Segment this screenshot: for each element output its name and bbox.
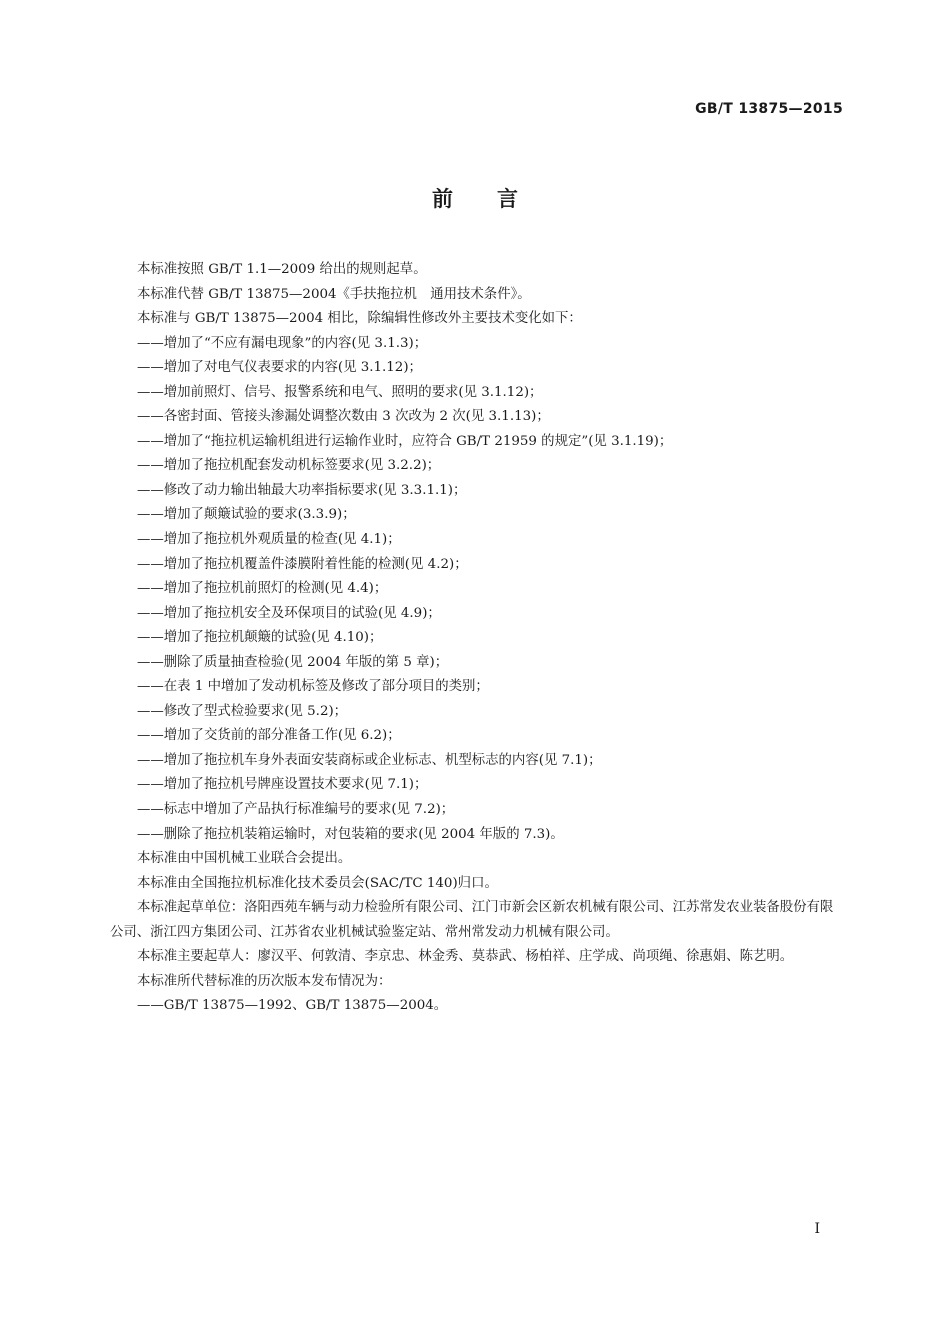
standard-code: GB/T 13875—2015 [695, 101, 843, 117]
change-item: ——标志中增加了产品执行标准编号的要求(见 7.2)； [137, 802, 455, 818]
change-item: ——增加了“拖拉机运输机组进行运输作业时，应符合 GB/T 21959 的规定”(见 3.1.19)； [137, 433, 673, 449]
drafters-paragraph: 本标准主要起草人：廖汉平、何敦清、李京忠、林金秀、莫恭武、杨柏祥、庄学成、尚项绳、徐惠娟、陈艺明。 [137, 949, 794, 965]
change-item: ——增加了拖拉机配套发动机标签要求(见 3.2.2)； [137, 458, 441, 474]
history-item: ——GB/T 13875—1992、GB/T 13875—2004。 [137, 998, 448, 1014]
page-number: I [814, 1221, 820, 1237]
intro-paragraph: 本标准按照 GB/T 1.1—2009 给出的规则起草。 [137, 262, 427, 277]
drafting-units-paragraph: 本标准起草单位：洛阳西苑车辆与动力检验所有限公司、江门市新会区新农机械有限公司、江苏常发农业装备股份有限公司、浙江四方集团公司、江苏省农业机械试验鉴定站、常州常发动力机械有限公司。 [110, 900, 834, 940]
change-item: ——增加了拖拉机覆盖件漆膜附着性能的检测(见 4.2)； [137, 556, 468, 572]
closing-paragraph: 本标准由中国机械工业联合会提出。 [137, 851, 352, 867]
change-item: ——增加了交货前的部分准备工作(见 6.2)； [137, 728, 401, 744]
change-item: ——增加了拖拉机车身外表面安装商标或企业标志、机型标志的内容(见 7.1)； [137, 752, 602, 768]
change-item: ——增加前照灯、信号、报警系统和电气、照明的要求(见 3.1.12)； [137, 384, 543, 400]
change-item: ——增加了拖拉机外观质量的检查(见 4.1)； [137, 532, 401, 548]
change-item: ——删除了拖拉机装箱运输时，对包装箱的要求(见 2004 年版的 7.3)。 [137, 826, 564, 842]
change-item: ——增加了拖拉机颠簸的试验(见 4.10)； [137, 630, 383, 646]
change-item: ——各密封面、管接头渗漏处调整次数由 3 次改为 2 次(见 3.1.13)； [137, 409, 550, 425]
change-item: ——增加了对电气仪表要求的内容(见 3.1.12)； [137, 360, 422, 376]
intro-paragraph: 本标准与 GB/T 13875—2004 相比，除编辑性修改外主要技术变化如下： [137, 311, 582, 327]
intro-paragraph: 本标准代替 GB/T 13875—2004《手扶拖拉机 通用技术条件》。 [137, 286, 531, 302]
change-item: ——增加了拖拉机前照灯的检测(见 4.4)； [137, 581, 388, 597]
change-item: ——修改了动力输出轴最大功率指标要求(见 3.3.1.1)； [137, 482, 467, 498]
history-intro-paragraph: 本标准所代替标准的历次版本发布情况为： [137, 973, 392, 989]
change-item: ——增加了拖拉机号牌座设置技术要求(见 7.1)； [137, 777, 428, 793]
change-item: ——删除了质量抽查检验(见 2004 年版的第 5 章)； [137, 654, 449, 670]
change-item: ——在表 1 中增加了发动机标签及修改了部分项目的类别； [137, 679, 489, 695]
change-item: ——增加了颠簸试验的要求(3.3.9)； [137, 507, 356, 523]
change-item: ——增加了拖拉机安全及环保项目的试验(见 4.9)； [137, 605, 441, 621]
change-item: ——增加了“不应有漏电现象”的内容(见 3.1.3)； [137, 335, 428, 351]
foreword-body [110, 258, 842, 1019]
closing-paragraph: 本标准由全国拖拉机标准化技术委员会(SAC/TC 140)归口。 [137, 875, 498, 891]
changes-list [110, 332, 842, 847]
change-item: ——修改了型式检验要求(见 5.2)； [137, 703, 348, 719]
page-title: 前言 [432, 187, 562, 211]
